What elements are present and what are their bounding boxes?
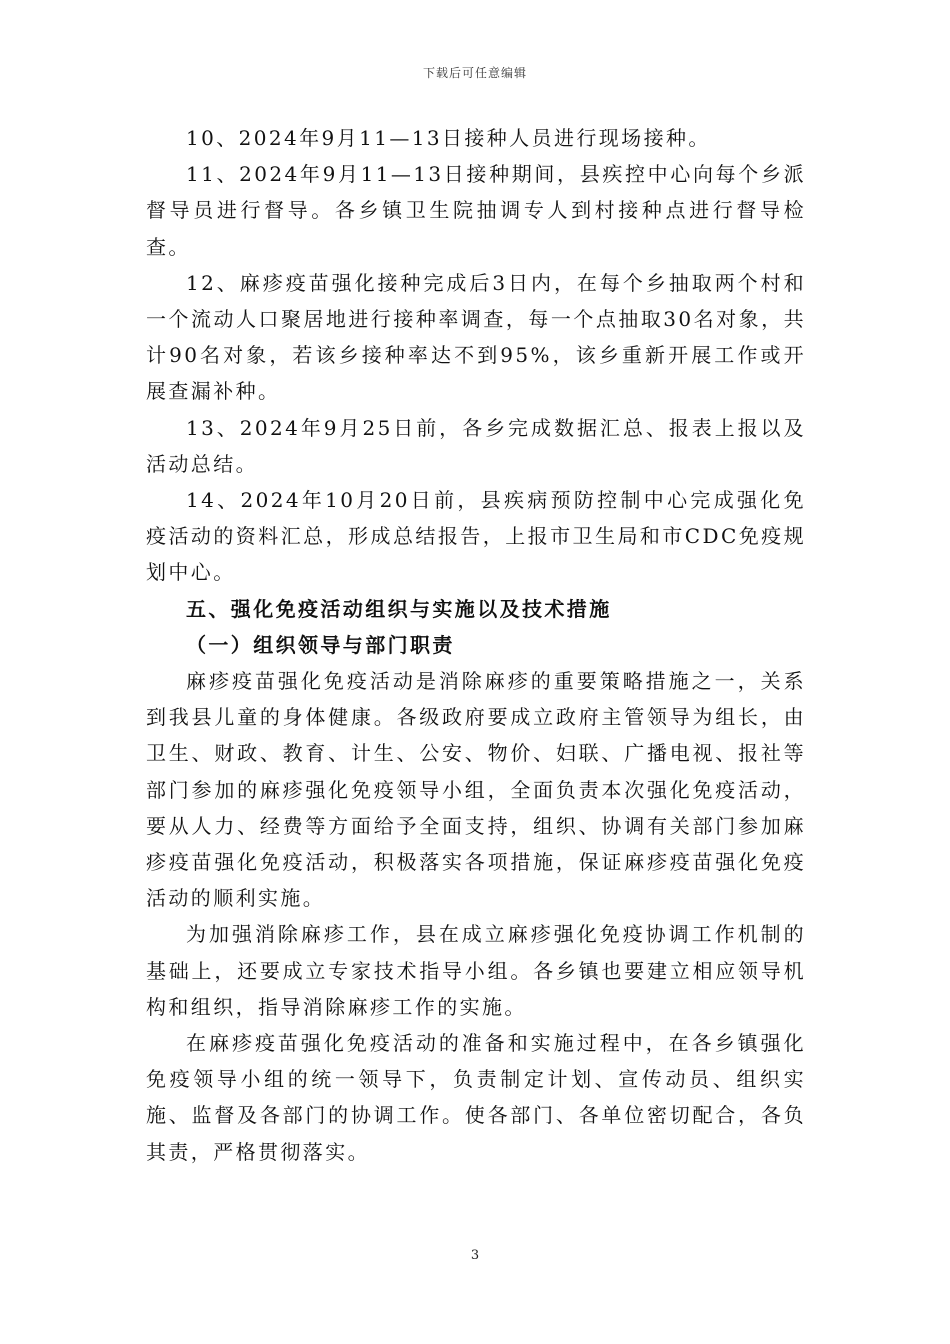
item-14: 14、2024年10月20日前，县疾病预防控制中心完成强化免疫活动的资料汇总，形成总结报告，上报市卫生局和市CDC免疫规划中心。 — [146, 488, 806, 585]
item-11: 11、2024年9月11—13日接种期间，县疾控中心向每个乡派督导员进行督导。各乡镇卫生院抽调专人到村接种点进行督导检查。 — [146, 162, 806, 259]
document-body — [146, 120, 806, 1170]
section-heading: 五、强化免疫活动组织与实施以及技术措施 — [186, 596, 612, 621]
header-note: 下载后可任意编辑 — [422, 66, 527, 80]
body-paragraph-3: 在麻疹疫苗强化免疫活动的准备和实施过程中，在各乡镇强化免疫领导小组的统一领导下，负责制定计划、宣传动员、组织实施、监督及各部门的协调工作。使各部门、各单位密切配合，各负其责，严格贯彻落实。 — [146, 1031, 806, 1164]
page-number: 3 — [470, 1248, 480, 1263]
item-10: 10、2024年9月11—13日接种人员进行现场接种。 — [186, 126, 711, 150]
subsection-heading: （一）组织领导与部门职责 — [186, 632, 455, 657]
item-12: 12、麻疹疫苗强化接种完成后3日内，在每个乡抽取两个村和一个流动人口聚居地进行接种率调查，每一个点抽取30名对象，共计90名对象，若该乡接种率达不到95%，该乡重新开展工作或开展查漏补种。 — [146, 270, 806, 404]
item-13: 13、2024年9月25日前，各乡完成数据汇总、报表上报以及活动总结。 — [146, 415, 806, 476]
body-paragraph-2: 为加强消除麻疹工作，县在成立麻疹强化免疫协调工作机制的基础上，还要成立专家技术指导小组。各乡镇也要建立相应领导机构和组织，指导消除麻疹工作的实施。 — [146, 922, 806, 1019]
body-paragraph-1: 麻疹疫苗强化免疫活动是消除麻疹的重要策略措施之一，关系到我县儿童的身体健康。各级政府要成立政府主管领导为组长，由卫生、财政、教育、计生、公安、物价、妇联、广播电视、报社等部门参加的麻疹强化免疫领导小组，全面负责本次强化免疫活动，要从人力、经费等方面给予全面支持，组织、协调有关部门参加麻疹疫苗强化免疫活动，积极落实各项措施，保证麻疹疫苗强化免疫活动的顺利实施。 — [146, 669, 806, 911]
